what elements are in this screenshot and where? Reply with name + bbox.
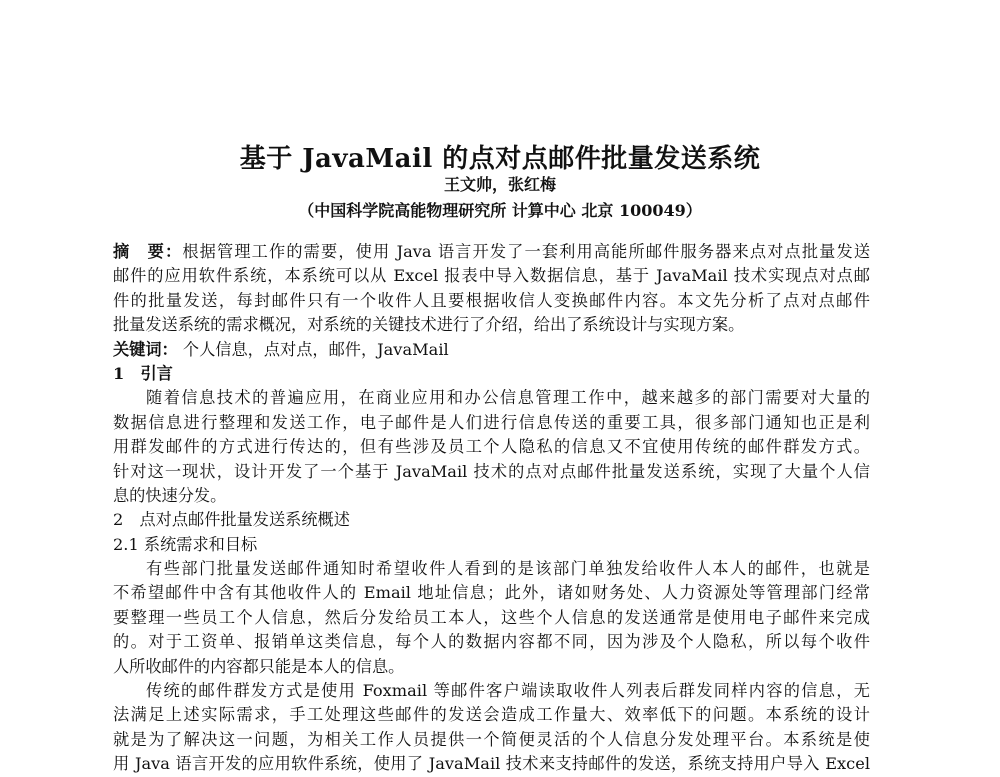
keywords-label: 关键词： (113, 339, 178, 359)
paragraph-line: 法满足上述实际需求，手工处理这些邮件的发送会造成工作量大、效率低下的问题。本系统的设计 (113, 705, 870, 725)
section-heading: 2 点对点邮件批量发送系统概述 (113, 510, 350, 530)
paragraph-line: 有些部门批量发送邮件通知时希望收件人看到的是该部门单独发给收件人本人的邮件，也就是 (146, 559, 870, 579)
paragraph-line: 就是为了解决这一问题，为相关工作人员提供一个简便灵活的个人信息分发处理平台。本系统是使 (113, 729, 870, 749)
abstract-line: 邮件的应用软件系统，本系统可以从 Excel 报表中导入数据信息，基于 JavaMail 技术实现点对点邮 (113, 266, 870, 286)
paragraph-line: 的。对于工资单、报销单这类信息，每个人的数据内容都不同，因为涉及个人隐私，所以每个收件 (113, 632, 870, 652)
paper-body (113, 240, 870, 777)
affiliation: （中国科学院高能物理研究所 计算中心 北京 100049） (298, 201, 702, 220)
abstract-line: 批量发送系统的需求概况，对系统的关键技术进行了介绍，给出了系统设计与实现方案。 (113, 315, 745, 335)
paragraph-line: 人所收邮件的内容都只能是本人的信息。 (113, 656, 405, 676)
paragraph-line: 不希望邮件中含有其他收件人的 Email 地址信息；此外，诸如财务处、人力资源处等管理部门经常 (113, 583, 870, 603)
keywords-text: 个人信息，点对点，邮件，JavaMail (182, 339, 449, 359)
paragraph-line: 随着信息技术的普遍应用，在商业应用和办公信息管理工作中，越来越多的部门需要对大量的 (146, 388, 870, 408)
paragraph-line: 用 Java 语言开发的应用软件系统，使用了 JavaMail 技术来支持邮件的发送，系统支持用户导入 Excel (113, 754, 870, 774)
paper-title: 基于 JavaMail 的点对点邮件批量发送系统 (239, 144, 761, 174)
paragraph-line: 要整理一些员工个人信息，然后分发给员工本人，这些个人信息的发送通常是使用电子邮件来完成 (113, 607, 870, 627)
subsection-heading: 2.1 系统需求和目标 (113, 534, 258, 554)
abstract-line (113, 240, 870, 264)
abstract-label: 摘 要： (113, 242, 183, 261)
abstract-line: 件的批量发送，每封邮件只有一个收件人且要根据收信人变换邮件内容。本文先分析了点对点邮件 (113, 290, 870, 310)
paragraph-line: 用群发邮件的方式进行传达的，但有些涉及员工个人隐私的信息又不宜使用传统的邮件群发方式。 (113, 437, 870, 457)
section-heading: 1 引言 (113, 363, 173, 383)
paragraph-line: 数据信息进行整理和发送工作，电子邮件是人们进行信息传送的重要工具，很多部门通知也正是利 (113, 412, 870, 432)
paragraph-line: 息的快速分发。 (113, 485, 227, 505)
paragraph-line: 针对这一现状，设计开发了一个基于 JavaMail 技术的点对点邮件批量发送系统，实现了大量个人信 (113, 461, 870, 481)
paragraph-line: 传统的邮件群发方式是使用 Foxmail 等邮件客户端读取收件人列表后群发同样内容的信息，无 (146, 681, 870, 701)
abstract-text: 根据管理工作的需要，使用 Java 语言开发了一套利用高能所邮件服务器来点对点批量发送 (182, 242, 871, 261)
keywords (113, 338, 870, 362)
authors: 王文帅，张红梅 (443, 175, 556, 194)
